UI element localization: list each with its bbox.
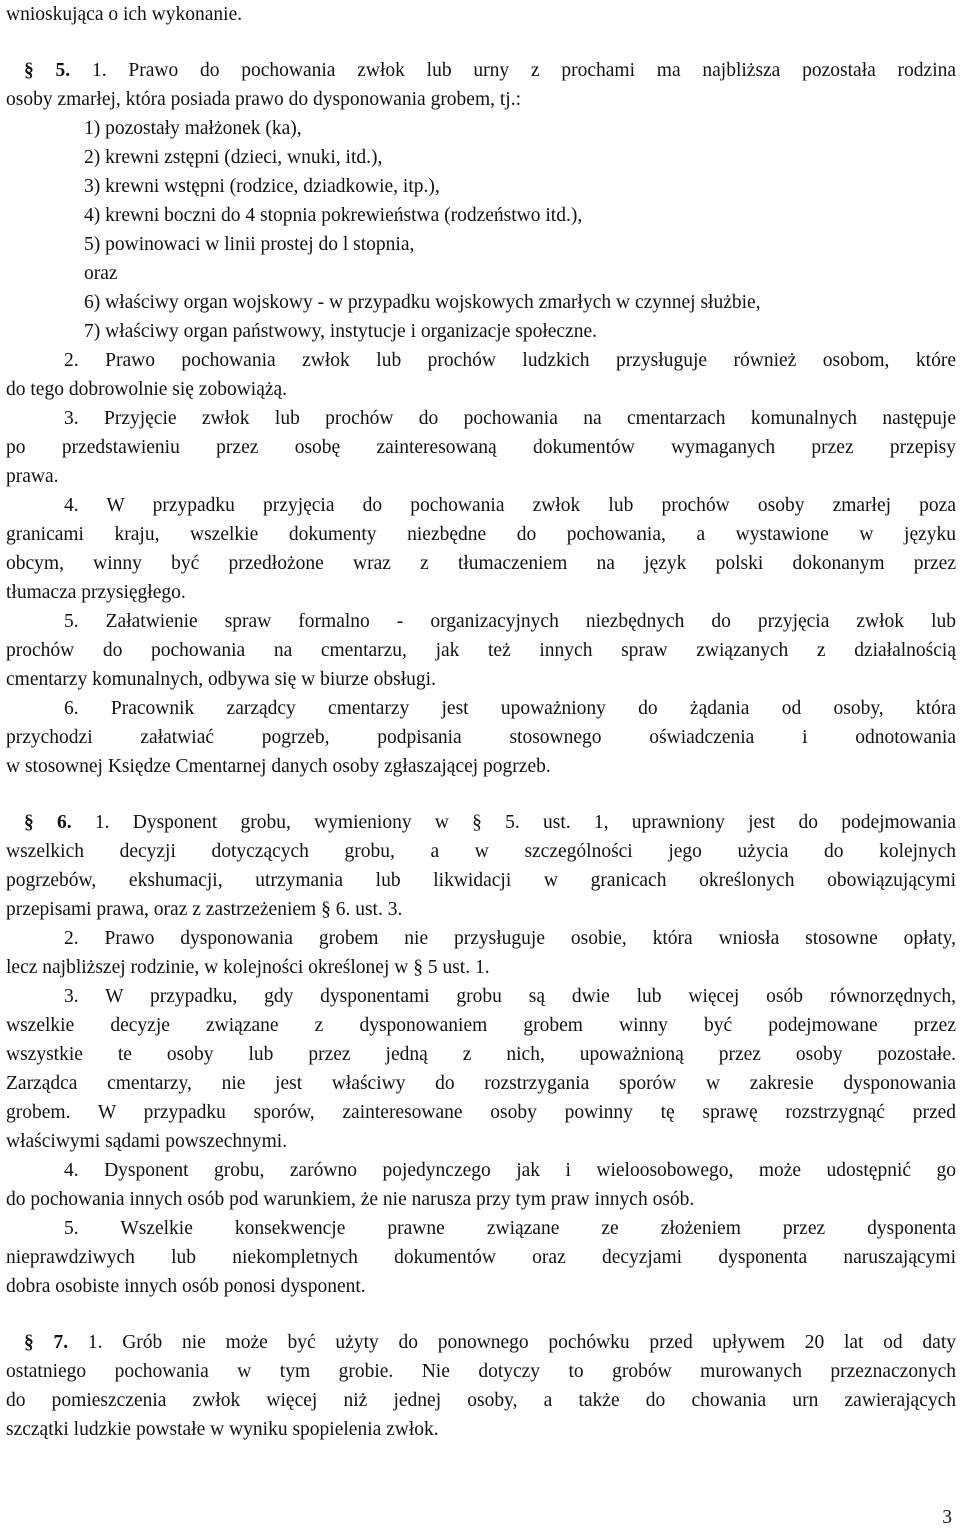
text-line [6, 1069, 956, 1098]
text-line [84, 201, 956, 230]
line-text: w stosownej Księdze Cmentarnej danych osoby zgłaszającej pogrzeb. [6, 756, 551, 777]
line-text: szczątki ludzkie powstałe w wyniku spopielenia zwłok. [6, 1419, 439, 1440]
text-line [84, 143, 956, 172]
line-text: 5) powinowaci w linii prostej do l stopnia, [84, 234, 415, 255]
text-line [6, 1040, 956, 1069]
text-line [6, 1185, 956, 1214]
line-text: przepisami prawa, oraz z zastrzeżeniem § 6. ust. 3. [6, 899, 403, 920]
line-text: 2. Prawo dysponowania grobem nie przysługuje osobie, która wniosła stosowne opłaty, [64, 928, 956, 949]
text-line [6, 520, 956, 549]
text-line [6, 636, 956, 665]
text-line [64, 1156, 956, 1185]
text-line [6, 462, 956, 491]
line-text: wszystkie te osoby lub przez jedną z nich, upoważnioną przez osoby pozostałe. [6, 1044, 956, 1065]
line-text: wszelkie decyzje związane z dysponowaniem grobem winny być podejmowane przez [6, 1015, 956, 1036]
text-line [6, 1272, 956, 1301]
text-line [64, 924, 956, 953]
text-line [6, 0, 956, 29]
line-text: ostatniego pochowania w tym grobie. Nie dotyczy to grobów murowanych przeznaczonych [6, 1361, 956, 1382]
line-text: dobra osobiste innych osób ponosi dysponent. [6, 1276, 366, 1297]
text-line [64, 491, 956, 520]
section-number: § 6. [24, 812, 72, 833]
text-line [6, 665, 956, 694]
text-line [24, 1328, 956, 1357]
text-line [6, 1357, 956, 1386]
line-text: 1. Dysponent grobu, wymieniony w § 5. ust. 1, uprawniony jest do podejmowania [71, 812, 956, 833]
line-text: lecz najbliższej rodzinie, w kolejności określonej w § 5 ust. 1. [6, 957, 490, 978]
line-text: osoby zmarłej, która posiada prawo do dysponowania grobem, tj.: [6, 89, 522, 110]
line-text: Zarządca cmentarzy, nie jest właściwy do rozstrzygania sporów w zakresie dysponowania [6, 1073, 956, 1094]
line-text: tłumacza przysięgłego. [6, 582, 186, 603]
line-text: obcym, winny być przedłożone wraz z tłumaczeniem na język polski dokonanym przez [6, 553, 956, 574]
text-line [84, 259, 956, 288]
line-text: właściwymi sądami powszechnymi. [6, 1131, 288, 1152]
line-text: prochów do pochowania na cmentarzu, jak też innych spraw związanych z działalnością [6, 640, 956, 661]
line-text: 4. W przypadku przyjęcia do pochowania zwłok lub prochów osoby zmarłej poza [64, 495, 956, 516]
line-text: wnioskująca o ich wykonanie. [6, 4, 243, 25]
text-line [6, 375, 956, 404]
text-line [64, 404, 956, 433]
line-text: nieprawdziwych lub niekompletnych dokumentów oraz decyzjami dysponenta naruszającymi [6, 1247, 956, 1268]
line-text: 3. Przyjęcie zwłok lub prochów do pochowania na cmentarzach komunalnych następuje [64, 408, 956, 429]
text-line [24, 56, 956, 85]
text-line [6, 1098, 956, 1127]
text-line [64, 346, 956, 375]
line-text: cmentarzy komunalnych, odbywa się w biurze obsługi. [6, 669, 436, 690]
text-line [6, 578, 956, 607]
line-text: do pochowania innych osób pod warunkiem, że nie narusza przy tym praw innych osób. [6, 1189, 695, 1210]
text-line [6, 895, 956, 924]
text-line [64, 607, 956, 636]
page-number: 3 [942, 1507, 952, 1528]
line-text: 5. Wszelkie konsekwencje prawne związane ze złożeniem przez dysponenta [64, 1218, 956, 1239]
line-text: prawa. [6, 466, 59, 487]
line-text: 1) pozostały małżonek (ka), [84, 118, 302, 139]
line-text: 5. Załatwienie spraw formalno - organizacyjnych niezbędnych do przyjęcia zwłok lub [64, 611, 956, 632]
text-line [6, 723, 956, 752]
text-line [84, 172, 956, 201]
line-text: 7) właściwy organ państwowy, instytucje i organizacje społeczne. [84, 321, 597, 342]
line-text: 4) krewni boczni do 4 stopnia pokrewieństwa (rodzeństwo itd.), [84, 205, 583, 226]
text-line [64, 1214, 956, 1243]
text-line [64, 982, 956, 1011]
line-text: pogrzebów, ekshumacji, utrzymania lub likwidacji w granicach określonych obowiązującymi [6, 870, 956, 891]
text-line [6, 752, 956, 781]
text-line [6, 433, 956, 462]
line-text: przychodzi załatwiać pogrzeb, podpisania stosownego oświadczenia i odnotowania [6, 727, 956, 748]
text-line [6, 837, 956, 866]
line-text: 6. Pracownik zarządcy cmentarzy jest upoważniony do żądania od osoby, która [64, 698, 956, 719]
text-line [6, 549, 956, 578]
line-text: 4. Dysponent grobu, zarówno pojedynczego jak i wieloosobowego, może udostępnić go [64, 1160, 956, 1181]
section-number: § 7. [24, 1332, 69, 1353]
line-text: 1. Prawo do pochowania zwłok lub urny z prochami ma najbliższa pozostała rodzina [70, 60, 957, 81]
text-line [84, 317, 956, 346]
text-line [6, 1127, 956, 1156]
text-line [6, 1243, 956, 1272]
text-line [84, 288, 956, 317]
text-line [6, 953, 956, 982]
line-text: 2. Prawo pochowania zwłok lub prochów ludzkich przysługuje również osobom, które [64, 350, 956, 371]
text-line [64, 694, 956, 723]
text-line [84, 230, 956, 259]
line-text: 2) krewni zstępni (dzieci, wnuki, itd.), [84, 147, 383, 168]
text-line [6, 866, 956, 895]
line-text: do tego dobrowolnie się zobowiążą. [6, 379, 288, 400]
text-line [6, 1386, 956, 1415]
text-line [84, 114, 956, 143]
line-text: 6) właściwy organ wojskowy - w przypadku wojskowych zmarłych w czynnej służbie, [84, 292, 761, 313]
line-text: grobem. W przypadku sporów, zainteresowane osoby powinny tę sprawę rozstrzygnąć przed [6, 1102, 956, 1123]
line-text: granicami kraju, wszelkie dokumenty niezbędne do pochowania, a wystawione w języku [6, 524, 956, 545]
line-text: do pomieszczenia zwłok więcej niż jednej osoby, a także do chowania urn zawierających [6, 1390, 956, 1411]
line-text: oraz [84, 263, 118, 284]
section-number: § 5. [24, 60, 71, 81]
text-line [6, 1011, 956, 1040]
line-text: 3) krewni wstępni (rodzice, dziadkowie, itp.), [84, 176, 440, 197]
text-line [24, 808, 956, 837]
text-line [6, 1415, 956, 1444]
line-text: po przedstawieniu przez osobę zainteresowaną dokumentów wymaganych przez przepisy [6, 437, 956, 458]
line-text: wszelkich decyzji dotyczących grobu, a w szczególności jego użycia do kolejnych [6, 841, 956, 862]
text-line [6, 85, 956, 114]
line-text: 1. Grób nie może być użyty do ponownego pochówku przed upływem 20 lat od daty [68, 1332, 956, 1353]
line-text: 3. W przypadku, gdy dysponentami grobu są dwie lub więcej osób równorzędnych, [64, 986, 956, 1007]
